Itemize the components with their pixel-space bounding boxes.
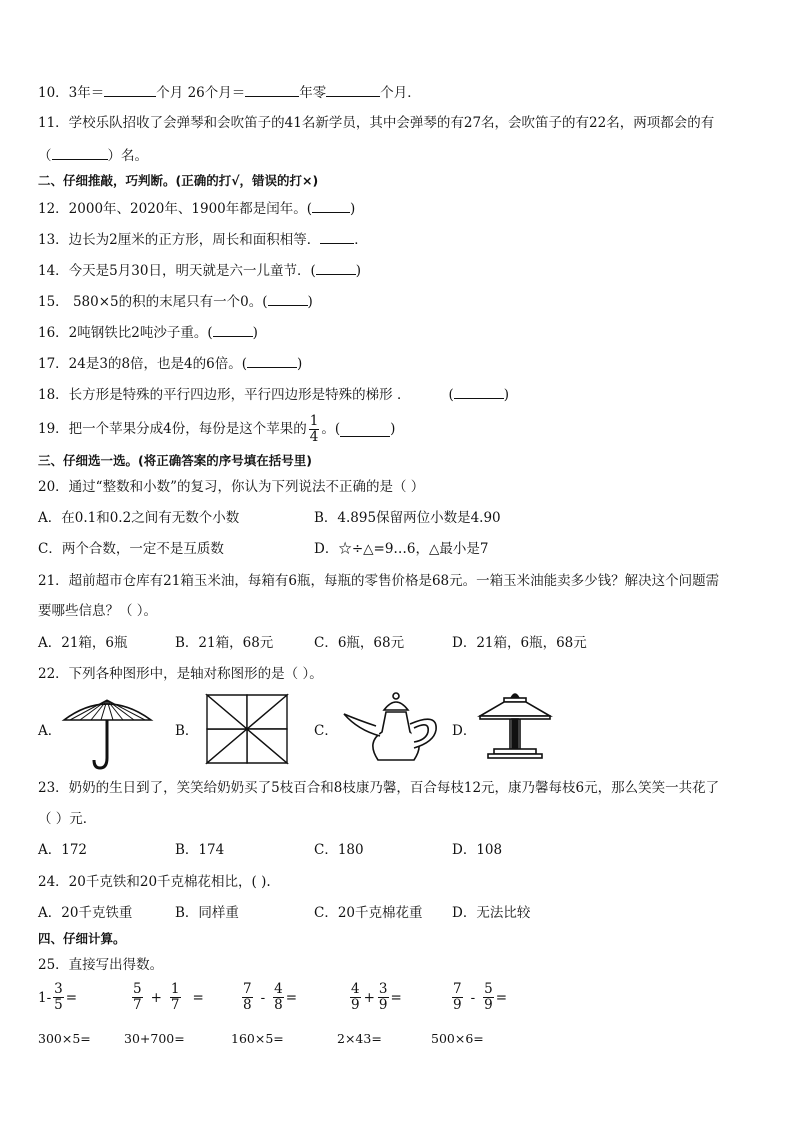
q22-option-b[interactable]: B． [175, 723, 199, 739]
pinwheel-icon [201, 692, 293, 766]
close-paren: ) [355, 263, 361, 279]
lamp-icon [474, 688, 556, 770]
open-paren: （ [38, 148, 52, 164]
equals-sign: = [65, 989, 78, 1006]
equals-sign: = [495, 989, 508, 1006]
numerator: 5 [484, 981, 493, 997]
calc-item: 160×5= [231, 1031, 284, 1046]
q23-option-a[interactable]: A．172 [38, 842, 88, 858]
close-paren: ) [252, 325, 258, 341]
denominator: 4 [309, 428, 319, 445]
fraction [170, 982, 181, 1013]
denominator: 9 [484, 997, 493, 1013]
q24-option-c[interactable]: C．20千克棉花重 [314, 905, 423, 921]
question-20-stem: 20．通过“整数和小数”的复习，你认为下列说法不正确的是（ ） [38, 479, 425, 495]
q21-option-a[interactable]: A．21箱，6瓶 [38, 635, 128, 651]
question-13 [38, 229, 368, 249]
fraction [350, 982, 361, 1013]
question-11-line1: 11．学校乐队招收了会弹琴和会吹笛子的41名新学员，其中会弹琴的有27名，会吹笛子的有22名，两项都会的有 [38, 115, 715, 131]
question-18 [38, 384, 509, 404]
answer-blank[interactable] [454, 384, 504, 399]
q21-option-c[interactable]: C．6瓶，68元 [314, 635, 405, 651]
answer-blank[interactable] [316, 260, 356, 275]
question-11-line2 [38, 145, 148, 165]
operator: - [470, 989, 476, 1006]
open-paren: ( [448, 387, 454, 403]
q12-text: 12．2000年、2020年、1900年都是闰年。( [38, 201, 313, 217]
answer-blank[interactable] [213, 322, 253, 337]
section-4-title: 四、仔细计算。 [38, 931, 126, 946]
question-12 [38, 198, 355, 218]
q21-option-d[interactable]: D．21箱，6瓶，68元 [452, 635, 587, 651]
q22-option-d[interactable]: D． [452, 723, 477, 739]
q20-option-c[interactable]: C．两个合数，一定不是互质数 [38, 541, 224, 557]
q11-tail: ）名。 [107, 148, 148, 164]
q15-text: 15． 580×5的积的末尾只有一个0。( [38, 294, 268, 310]
question-23-line1: 23．奶奶的生日到了，笑笑给奶奶买了5枝百合和8枝康乃馨，百合每枝12元，康乃馨每枝6元，那么笑笑一共花了 [38, 780, 720, 796]
q24-option-b[interactable]: B．同样重 [175, 905, 239, 921]
q22-option-a[interactable]: A． [38, 723, 62, 739]
numerator: 5 [133, 981, 142, 997]
question-14 [38, 260, 361, 280]
question-15 [38, 291, 313, 311]
section-3-title: 三、仔细选一选。(将正确答案的序号填在括号里) [38, 453, 312, 468]
fraction [242, 982, 253, 1013]
fraction [378, 982, 389, 1013]
q23-option-d[interactable]: D．108 [452, 842, 503, 858]
numerator: 4 [351, 981, 360, 997]
q19-tail: 。( [321, 421, 341, 437]
q20-option-a[interactable]: A．在0.1和0.2之间有无数个小数 [38, 510, 240, 526]
period: ． [354, 232, 368, 248]
q17-text: 17．24是3的8倍，也是4的6倍。( [38, 356, 247, 372]
q21-option-b[interactable]: B．21箱，68元 [175, 635, 274, 651]
fraction [132, 982, 143, 1013]
numerator: 7 [453, 981, 462, 997]
question-17 [38, 353, 302, 373]
question-10 [38, 82, 421, 102]
operator: + [363, 989, 375, 1006]
question-25-stem: 25．直接写出得数。 [38, 957, 164, 973]
question-21-line1: 21．超前超市仓库有21箱玉米油，每箱有6瓶，每瓶的零售价格是68元。一箱玉米油能卖多少钱？解决这个问题需 [38, 573, 720, 589]
question-23-line2: （ ）元． [38, 811, 97, 827]
denominator: 7 [170, 997, 180, 1013]
answer-blank[interactable] [326, 82, 380, 97]
calc-item [130, 982, 204, 1013]
q22-option-c[interactable]: C． [314, 723, 338, 739]
q24-option-a[interactable]: A．20千克铁重 [38, 905, 133, 921]
calc-item [38, 982, 77, 1013]
teapot-icon [340, 690, 440, 770]
numerator: 7 [243, 981, 252, 997]
calc-item: 30+700= [124, 1031, 185, 1046]
fraction [483, 982, 494, 1013]
q10-text-c: 年零 [299, 85, 327, 101]
q24-option-d[interactable]: D．无法比较 [452, 905, 531, 921]
section-2-title: 二、仔细推敲，巧判断。(正确的打√，错误的打×) [38, 173, 319, 188]
close-paren: ) [390, 421, 396, 437]
question-22-stem: 22．下列各种图形中，是轴对称图形的是（ ）。 [38, 666, 323, 682]
numerator: 1 [170, 981, 180, 997]
q18-text: 18．长方形是特殊的平行四边形，平行四边形是特殊的梯形 ． [38, 387, 411, 403]
q19-text: 19．把一个苹果分成4份，每份是这个苹果的 [38, 421, 307, 437]
question-19 [38, 410, 395, 448]
answer-blank[interactable] [104, 82, 156, 97]
question-24-stem: 24．20千克铁和20千克棉花相比，( ). [38, 874, 271, 890]
answer-blank[interactable] [247, 353, 297, 368]
fraction [309, 414, 320, 445]
equals-sign: = [192, 989, 204, 1006]
q10-text-b: 个月 26个月＝ [156, 85, 246, 101]
q20-option-b[interactable]: B．4.895保留两位小数是4.90 [314, 510, 501, 526]
equals-sign: = [390, 989, 402, 1006]
answer-blank[interactable] [312, 198, 350, 213]
denominator: 9 [378, 997, 388, 1013]
calc-item [348, 982, 402, 1013]
q10-text-d: 个月． [380, 85, 421, 101]
calc-prefix: 1- [38, 989, 52, 1006]
denominator: 8 [243, 997, 252, 1013]
close-paren: ) [307, 294, 313, 310]
denominator: 9 [453, 997, 462, 1013]
calc-item [450, 982, 507, 1013]
close-paren: ) [296, 356, 303, 372]
denominator: 7 [133, 997, 142, 1013]
answer-blank[interactable] [268, 291, 308, 306]
calc-item: 300×5= [38, 1031, 91, 1046]
numerator: 3 [378, 981, 388, 997]
q13-text: 13．边长为2厘米的正方形，周长和面积相等． [38, 232, 321, 248]
q10-text-a: 10．3年＝ [38, 85, 105, 101]
answer-blank[interactable] [52, 145, 108, 160]
q23-option-b[interactable]: B．174 [175, 842, 225, 858]
operator: - [260, 989, 266, 1006]
denominator: 5 [54, 997, 63, 1013]
denominator: 8 [274, 997, 283, 1013]
equals-sign: = [285, 989, 298, 1006]
fraction [53, 982, 64, 1013]
calc-item [240, 982, 297, 1013]
close-paren: ) [350, 201, 356, 217]
question-21-line2: 要哪些信息？（ ）。 [38, 603, 158, 619]
umbrella-icon [60, 694, 155, 774]
calc-item: 2×43= [337, 1031, 382, 1046]
q23-option-c[interactable]: C．180 [314, 842, 364, 858]
close-paren: ) [503, 387, 510, 403]
fraction [273, 982, 284, 1013]
numerator: 3 [54, 981, 63, 997]
numerator: 1 [309, 412, 319, 429]
numerator: 4 [274, 981, 283, 997]
answer-blank[interactable] [320, 229, 354, 244]
q16-text: 16．2吨钢铁比2吨沙子重。( [38, 325, 213, 341]
q14-text: 14．今天是5月30日，明天就是六一儿童节．( [38, 263, 316, 279]
operator: + [150, 989, 162, 1006]
answer-blank[interactable] [340, 422, 390, 437]
denominator: 9 [351, 997, 360, 1013]
fraction [452, 982, 463, 1013]
calc-item: 500×6= [431, 1031, 484, 1046]
question-16 [38, 322, 258, 342]
answer-blank[interactable] [245, 82, 299, 97]
q20-option-d[interactable]: D．☆÷△=9…6，△最小是7 [314, 541, 489, 557]
